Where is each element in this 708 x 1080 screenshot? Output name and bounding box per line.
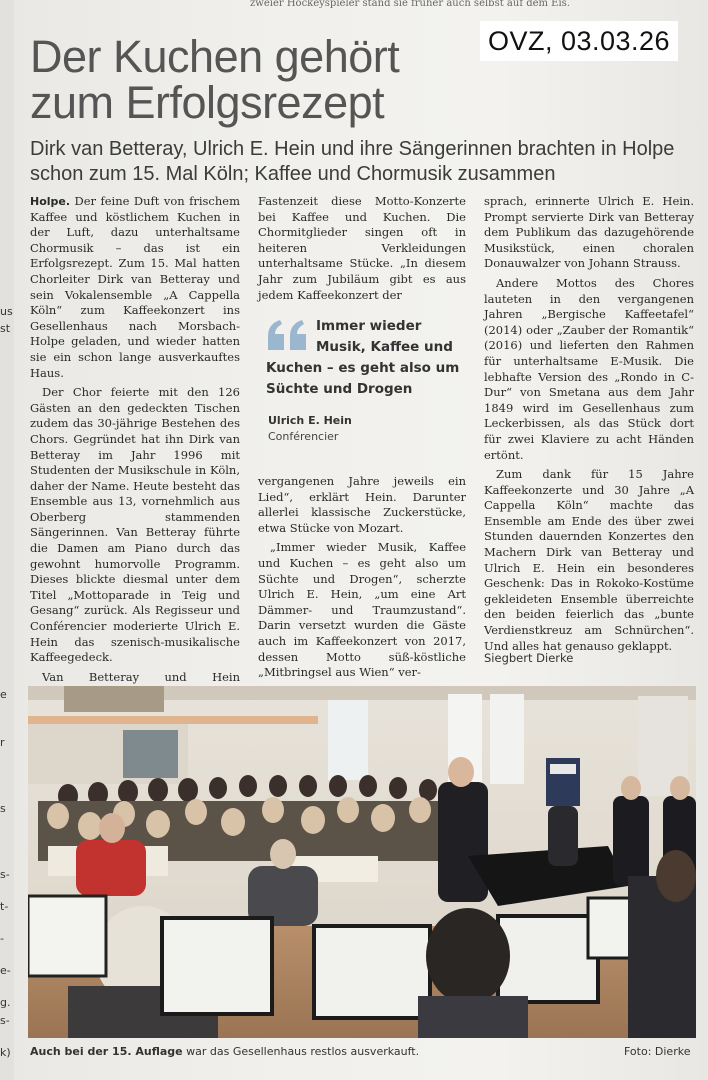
edge-fragment: e <box>0 688 7 701</box>
pull-quote <box>266 316 466 400</box>
dateline: Holpe. <box>30 195 71 208</box>
subheadline: Dirk van Betteray, Ulrich E. Hein und ihre Sängerinnen brachten in Holpe schon zum 15. Mal Köln; Kaffee und Chormusik zusammen <box>30 138 675 185</box>
article-column-2-bottom <box>258 474 466 681</box>
quote-line-1: Immer wieder <box>316 318 422 334</box>
paragraph: vergangenen Jahre jeweils ein Lied“, erklärt Hein. Darunter allerlei klassische Zuckerstücke, etwa Stücke von Mozart. <box>258 474 466 535</box>
quote-text: Kuchen – es geht also um Süchte und Drogen <box>266 360 460 397</box>
paragraph: „Immer wieder Musik, Kaffee und Kuchen – es geht also um Süchte und Drogen“, scherzte Ulrich E. Hein, „um eine Art Dämmer- und Traumzustand“. Darin versetzt wurden die Gäste auch im Kaffeekonzert von 2017, dessen Motto süß-köstliche „Mitbringsel aus Wien“ ver- <box>258 540 466 680</box>
paragraph: sprach, erinnerte Ulrich E. Hein. Prompt servierte Dirk van Betteray dem Publikum das dazugehörende Musikstück, einen choralen Donauwalzer von Johann Strauss. <box>484 194 694 271</box>
photo-caption <box>30 1045 419 1058</box>
quote-role: Conférencier <box>268 430 339 443</box>
quote-mark-icon <box>266 320 310 350</box>
article-column-3 <box>484 194 694 654</box>
caption-lead: Auch bei der 15. Auflage <box>30 1045 183 1058</box>
photo-illustration <box>28 686 696 1038</box>
left-margin-strip <box>0 0 14 1080</box>
edge-fragment: e- <box>0 964 11 977</box>
edge-fragment: k) <box>0 1046 11 1059</box>
date-stamp: OVZ, 03.03.26 <box>480 21 678 61</box>
event-photo <box>28 686 696 1038</box>
article-column-2-top <box>258 194 466 303</box>
headline <box>30 31 470 128</box>
paragraph: Der Chor feierte mit den 126 Gästen an den gedeckten Tischen zudem das 30-jährige Bestehen des Chors. Gegründet hat ihn Dirk van Betteray im Jahr 1996 mit Studenten der Musikschule in Köln, daher der Name. Heute besteht das Ensemble aus 13, vornehmlich aus Oberberg stammenden Sängerinnen. Van Betteray führte die Damen am Piano durch das gewohnt humorvolle Programm. Dieses blickte diesmal unter dem Titel „Mottoparade in Teig und Gesang“ zurück. Als Regisseur und Conférencier moderierte Ulrich E. Hein das szenisch-musikalische Kaffeegedeck. <box>30 385 240 665</box>
paragraph: Van Betteray und Hein <box>42 669 240 684</box>
headline-line-1: Der Kuchen gehört <box>30 31 400 82</box>
caption-text: war das Gesellenhaus restlos ausverkauft. <box>182 1045 420 1058</box>
quote-line-2: Musik, Kaffee und <box>316 339 453 355</box>
paragraph: Fastenzeit diese Motto-Konzerte bei Kaffee und Kuchen. Die Chormitglieder singen oft in heiteren Verkleidungen unterhaltsame Stücke. „In diesem Jahr zum Jubiläum gibt es aus jedem Kaffeekonzert der <box>258 194 466 302</box>
edge-fragment: s <box>0 802 6 815</box>
author-signature: Siegbert Dierke <box>484 651 574 665</box>
edge-fragment: t- <box>0 900 9 913</box>
edge-fragment: s- <box>0 868 10 881</box>
paragraph: Der feine Duft von frischem Kaffee und köstlichem Kuchen in der Luft, dazu unterhaltsame Chormusik – das ist ein Erfolgsrezept. Zum 15. Mal hatten Chorleiter Dirk van Betteray und sein Vokalensemble „A Cappella Köln“ zum Kaffeekonzert ins Gesellenhaus nach Morsbach-Holpe geladen, und wieder hatten sie ein schon lange ausverkauftes Haus. <box>30 194 240 380</box>
edge-fragment: s- <box>0 1014 10 1027</box>
paragraph: Andere Mottos des Chores lauteten in den vergangenen Jahren „Bergische Kaffeetafel“ (2014) oder „Zauber der Romantik“ (2016) und lieferten den Rahmen für unterhaltsame E-Musik. Die lebhafte Version des „Rondo in C-Dur“ von Smetana aus dem Jahr 1849 wird im Gesellenhaus zum Leckerbissen, als das Stück dort für zwei Klaviere zu acht Händen ertönt. <box>484 275 694 462</box>
quote-author: Ulrich E. Hein <box>268 414 352 427</box>
headline-line-2: zum Erfolgsrezept <box>30 77 385 128</box>
edge-fragment: r <box>0 736 5 749</box>
edge-fragment: g. <box>0 996 11 1009</box>
edge-fragment: us <box>0 305 13 318</box>
photo-credit: Foto: Dierke <box>624 1045 691 1058</box>
article-column-1 <box>30 194 240 717</box>
edge-fragment: - <box>0 932 4 945</box>
paragraph: Zum dank für 15 Jahre Kaffeekonzerte und 30 Jahre „A Cappella Köln“ machte das Ensemble am Ende des über zwei Stunden dauernden Konzertes den Machern Dirk van Betteray und Ulrich E. Hein ein besonderes Geschenk: Das in Rokoko-Kostüme gekleideten Ensemble überreichte den beiden feierlich das „bunte Verdienstkreuz am Schnürchen“. Und alles hat genauso geklappt. <box>484 467 694 653</box>
edge-fragment: st <box>0 322 11 335</box>
previous-article-strip: zweier Hockeyspieler stand sie früher auch selbst auf dem Eis. <box>250 0 570 8</box>
